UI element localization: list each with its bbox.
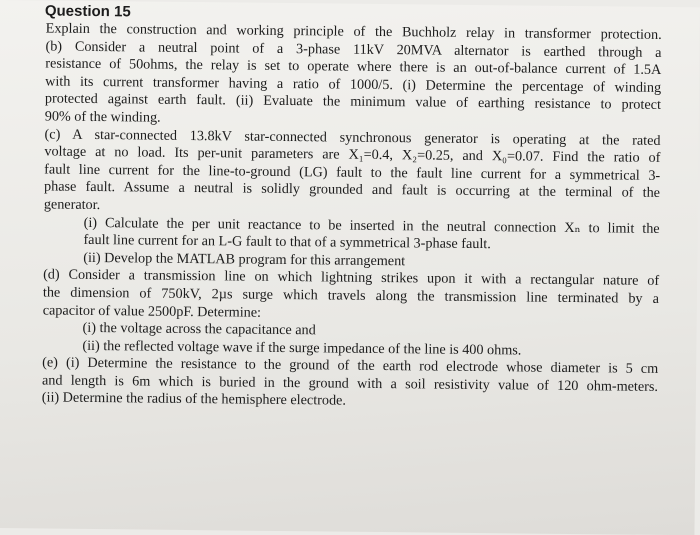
question-text-line: fault line current for an L-G fault to that of a symmetrical 3-phase fault.	[83, 232, 491, 253]
question-text-line: fault line current for the line-to-ground (LG) fault to the fault line current for a symmetrical 3-	[44, 161, 661, 184]
question-text-line: the dimension of 750kV, 2µs surge which travels along the transmission line terminated by a	[42, 284, 659, 307]
question-text-line: (ii) the reflected voltage wave if the surge impedance of the line is 400 ohms.	[82, 337, 522, 359]
question-text-line: with its current transformer having a ratio of 1000/5. (i) Determine the percentage of winding	[45, 73, 662, 96]
question-text-line: (i) the voltage across the capacitance and	[82, 319, 316, 339]
question-text-line: (ii) Develop the MATLAB program for this arrangement	[83, 249, 406, 269]
question-title: Question 15	[44, 2, 131, 21]
question-text-line: (e) (i) Determine the resistance to the ground of the earth rod electrode whose diameter is 5 cm	[42, 354, 659, 378]
question-text-line: Explain the construction and working principle of the Buchholz relay in transformer protection.	[45, 20, 662, 43]
question-text-line: (d) Consider a transmission line on which lightning strikes upon it with a rectangular nature of	[43, 266, 660, 290]
question-text-line: generator.	[43, 196, 101, 213]
question-text-line: (c) A star-connected 13.8kV star-connected synchronous generator is operating at the rated	[44, 126, 661, 149]
question-text-line: (i) Calculate the per unit reactance to be inserted in the neutral connection Xₙ to limit the	[83, 214, 660, 237]
question-text-line: voltage at no load. Its per-unit parameters are X₁=0.4, X₂=0.25, and X₀=0.07. Find the ratio of	[44, 143, 661, 167]
question-text-line: resistance of 50ohms, the relay is set to operate where there is an out-of-balance current of 1.5A	[45, 55, 662, 79]
question-text-line: protected against earth fault. (ii) Evaluate the minimum value of earthing resistance to protect	[44, 90, 662, 114]
question-body	[42, 20, 662, 413]
question-text-line: (b) Consider a neutral point of a 3-phase 11kV 20MVA alternator is earthed through a	[45, 38, 662, 61]
question-text-line: (ii) Determine the radius of the hemisphere electrode.	[41, 389, 347, 410]
question-text-line: and length is 6m which is buried in the ground with a soil resistivity value of 120 ohm-meters.	[41, 372, 659, 395]
question-text-line: 90% of the winding.	[44, 108, 161, 126]
question-text-line: phase fault. Assume a neutral is solidly grounded and fault is occurring at the terminal of the	[43, 178, 661, 202]
question-text-line: capacitor of value 2500pF. Determine:	[42, 301, 262, 321]
